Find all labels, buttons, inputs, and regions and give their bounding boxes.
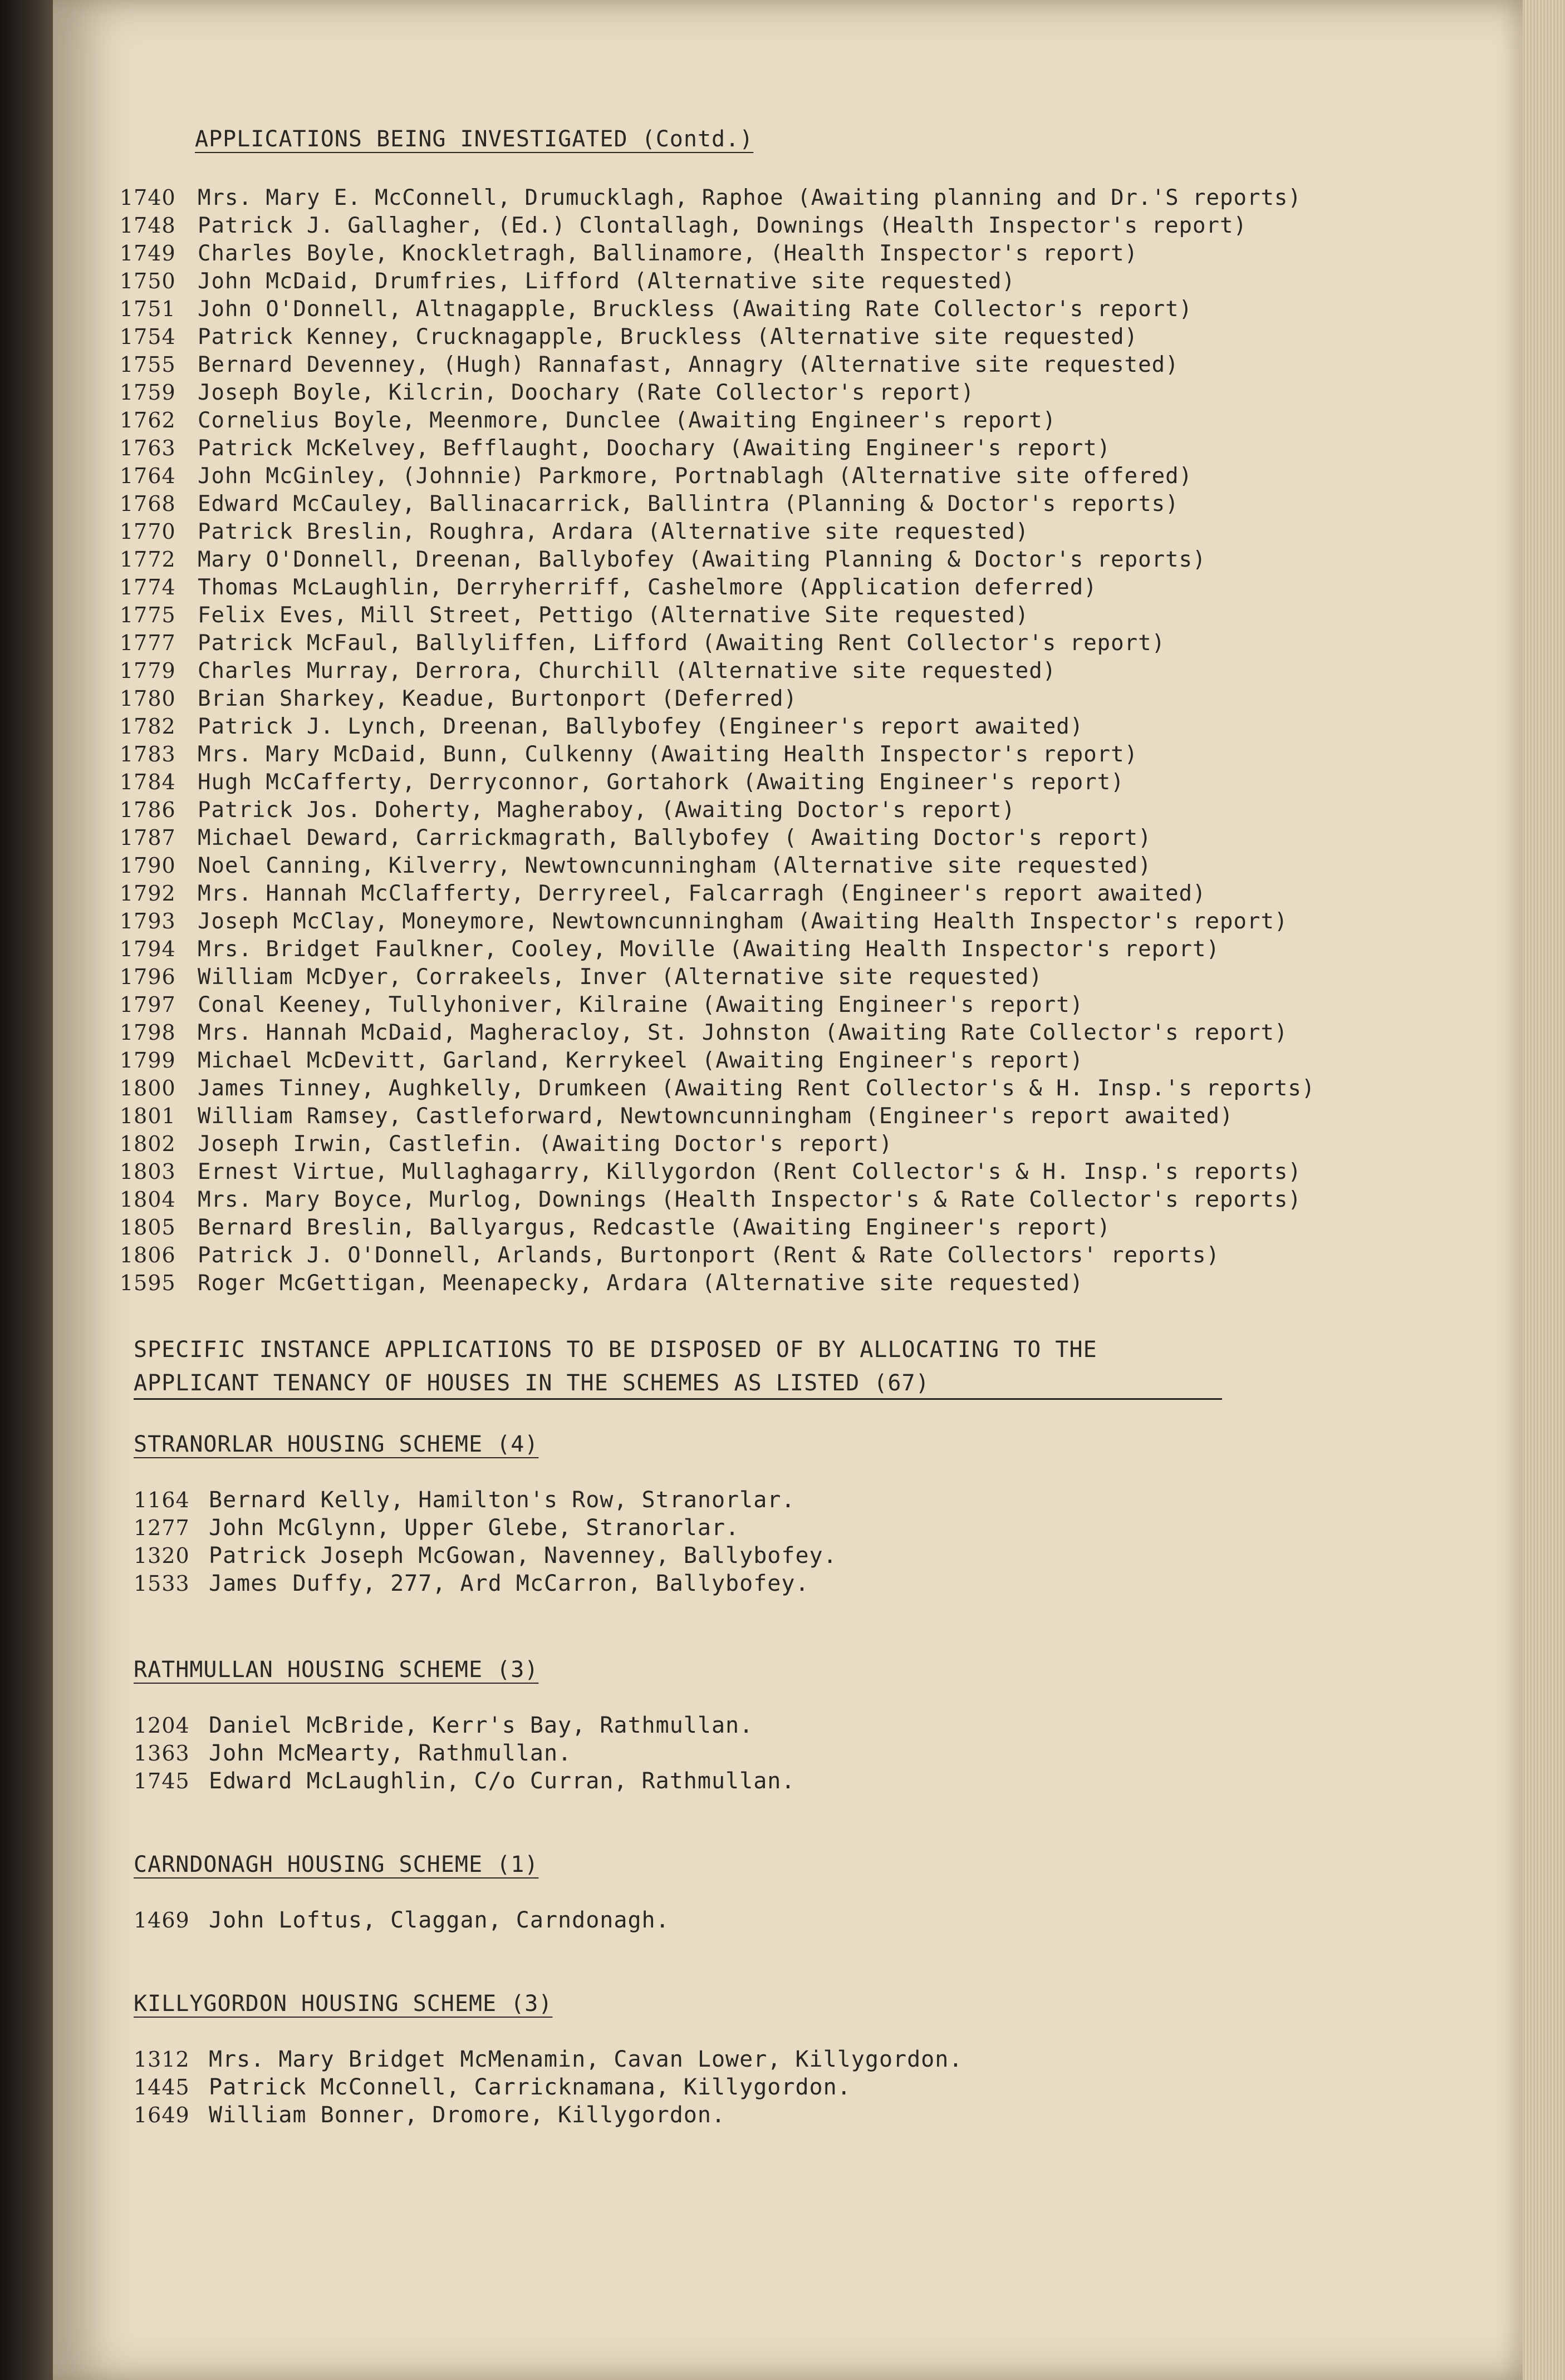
application-number: 1750: [120, 269, 176, 293]
application-details: John Loftus, Claggan, Carndonagh.: [209, 1907, 670, 1933]
scheme-title: CARNDONAGH HOUSING SCHEME (1): [134, 1852, 539, 1877]
application-number: 1164: [134, 1488, 190, 1512]
application-details: Joseph Boyle, Kilcrin, Doochary (Rate Collector's report): [198, 380, 975, 405]
application-details: Patrick McKelvey, Befflaught, Doochary (Awaiting Engineer's report): [198, 436, 1111, 461]
list-item: [120, 378, 1315, 406]
list-item: [134, 1514, 837, 1542]
list-item: [120, 1213, 1315, 1241]
application-details: Mary O'Donnell, Dreenan, Ballybofey (Awaiting Planning & Doctor's reports): [198, 547, 1206, 572]
application-number: 1799: [120, 1048, 176, 1073]
application-details: William Bonner, Dromore, Killygordon.: [209, 2102, 726, 2128]
application-details: Mrs. Hannah McDaid, Magheracloy, St. Johnston (Awaiting Rate Collector's report): [198, 1020, 1288, 1045]
application-number: 1805: [120, 1215, 176, 1240]
scheme-killygordon: [134, 1990, 963, 2129]
application-details: Edward McLaughlin, C/o Curran, Rathmullan.: [209, 1768, 796, 1794]
application-number: 1595: [120, 1271, 176, 1295]
application-details: John McGlynn, Upper Glebe, Stranorlar.: [209, 1515, 740, 1541]
list-item: [120, 518, 1315, 545]
list-item: [120, 879, 1315, 907]
list-item: [120, 545, 1315, 573]
list-item: [120, 740, 1315, 768]
application-number: 1774: [120, 575, 176, 599]
application-number: 1777: [120, 631, 176, 655]
list-item: [120, 267, 1315, 295]
specific-heading-rule: [134, 1398, 1222, 1400]
application-number: 1792: [120, 881, 176, 906]
list-item: [120, 1186, 1315, 1213]
application-number: 1320: [134, 1543, 190, 1568]
application-details: Conal Keeney, Tullyhoniver, Kilraine (Awaiting Engineer's report): [198, 992, 1084, 1017]
list-item: [134, 1906, 670, 1934]
application-details: Hugh McCafferty, Derryconnor, Gortahork (Awaiting Engineer's report): [198, 770, 1125, 795]
application-number: 1649: [134, 2103, 190, 2127]
application-details: Patrick Kenney, Crucknagapple, Bruckless (Alternative site requested): [198, 324, 1139, 350]
application-number: 1796: [120, 965, 176, 989]
application-details: James Duffy, 277, Ard McCarron, Ballybofey.: [209, 1571, 810, 1596]
list-item: [134, 1486, 837, 1514]
application-number: 1748: [120, 213, 176, 238]
list-item: [120, 601, 1315, 629]
application-number: 1801: [120, 1104, 176, 1128]
application-number: 1363: [134, 1741, 190, 1766]
application-number: 1755: [120, 352, 176, 377]
list-item: [120, 935, 1315, 963]
list-item: [120, 796, 1315, 824]
application-details: John McGinley, (Johnnie) Parkmore, Portnablagh (Alternative site offered): [198, 464, 1193, 489]
application-number: 1787: [120, 825, 176, 850]
specific-heading-line2: APPLICANT TENANCY OF HOUSES IN THE SCHEMES AS LISTED (67): [134, 1370, 930, 1396]
application-details: Mrs. Mary McDaid, Bunn, Culkenny (Awaiting Health Inspector's report): [198, 742, 1139, 767]
application-number: 1804: [120, 1187, 176, 1212]
application-details: Cornelius Boyle, Meenmore, Dunclee (Awaiting Engineer's report): [198, 408, 1057, 433]
list-item: [120, 1102, 1315, 1130]
application-details: William McDyer, Corrakeels, Inver (Alternative site requested): [198, 965, 1043, 990]
application-number: 1784: [120, 770, 176, 794]
specific-heading-line1: SPECIFIC INSTANCE APPLICATIONS TO BE DISPOSED OF BY ALLOCATING TO THE: [134, 1337, 1097, 1363]
application-number: 1740: [120, 185, 176, 210]
application-details: Patrick McConnell, Carricknamana, Killygordon.: [209, 2074, 851, 2100]
application-number: 1754: [120, 324, 176, 349]
list-item: [120, 239, 1315, 267]
list-item: [120, 490, 1315, 518]
application-number: 1803: [120, 1159, 176, 1184]
application-details: Thomas McLaughlin, Derryherriff, Cashelmore (Application deferred): [198, 575, 1097, 600]
list-item: [120, 629, 1315, 657]
application-number: 1445: [134, 2075, 190, 2099]
application-details: Brian Sharkey, Keadue, Burtonport (Deferred): [198, 686, 798, 711]
list-item: [120, 1130, 1315, 1158]
list-item: [120, 685, 1315, 712]
application-number: 1533: [134, 1571, 190, 1596]
application-details: Patrick Joseph McGowan, Navenney, Ballybofey.: [209, 1543, 837, 1568]
application-details: Patrick Jos. Doherty, Magheraboy, (Awaiting Doctor's report): [198, 798, 1015, 823]
list-item: [134, 1570, 837, 1597]
application-number: 1775: [120, 603, 176, 627]
list-item: [120, 406, 1315, 434]
scheme-carndonagh: [134, 1851, 670, 1934]
application-number: 1762: [120, 408, 176, 432]
application-details: Felix Eves, Mill Street, Pettigo (Alternative Site requested): [198, 603, 1029, 628]
list-item: [120, 963, 1315, 991]
list-item: [134, 1767, 795, 1795]
application-number: 1745: [134, 1769, 190, 1793]
application-details: Mrs. Mary Bridget McMenamin, Cavan Lower, Killygordon.: [209, 2047, 963, 2072]
application-details: Joseph Irwin, Castlefin. (Awaiting Doctor's report): [198, 1132, 893, 1157]
list-item: [120, 1019, 1315, 1046]
list-item: [120, 1158, 1315, 1186]
scheme-title: RATHMULLAN HOUSING SCHEME (3): [134, 1657, 539, 1683]
scheme-stranorlar: [134, 1430, 837, 1597]
section-heading-investigated: APPLICATIONS BEING INVESTIGATED (Contd.): [195, 126, 754, 152]
application-number: 1751: [120, 297, 176, 321]
list-item: [120, 1074, 1315, 1102]
list-item: [120, 295, 1315, 323]
application-details: Mrs. Hannah McClafferty, Derryreel, Falcarragh (Engineer's report awaited): [198, 881, 1206, 906]
application-number: 1794: [120, 937, 176, 961]
application-number: 1779: [120, 658, 176, 683]
list-item: [120, 1269, 1315, 1297]
list-item: [120, 462, 1315, 490]
application-number: 1763: [120, 436, 176, 460]
application-details: Mrs. Mary Boyce, Murlog, Downings (Health Inspector's & Rate Collector's reports): [198, 1187, 1302, 1212]
application-number: 1780: [120, 686, 176, 711]
application-details: Roger McGettigan, Meenapecky, Ardara (Alternative site requested): [198, 1271, 1084, 1296]
list-item: [134, 1712, 795, 1739]
application-number: 1802: [120, 1132, 176, 1156]
application-number: 1806: [120, 1243, 176, 1267]
list-item: [120, 1046, 1315, 1074]
application-number: 1770: [120, 519, 176, 544]
list-item: [134, 1739, 795, 1767]
application-details: Patrick J. Lynch, Dreenan, Ballybofey (Engineer's report awaited): [198, 714, 1084, 739]
application-details: John McMearty, Rathmullan.: [209, 1740, 572, 1766]
application-details: Patrick Breslin, Roughra, Ardara (Alternative site requested): [198, 519, 1029, 544]
application-number: 1772: [120, 547, 176, 572]
application-number: 1783: [120, 742, 176, 766]
application-number: 1204: [134, 1713, 190, 1738]
list-item: [134, 1542, 837, 1570]
application-number: 1790: [120, 853, 176, 878]
application-number: 1786: [120, 798, 176, 822]
application-number: 1312: [134, 2047, 190, 2072]
application-details: Charles Boyle, Knockletragh, Ballinamore, (Health Inspector's report): [198, 241, 1139, 266]
application-details: James Tinney, Aughkelly, Drumkeen (Awaiting Rent Collector's & H. Insp.'s reports): [198, 1076, 1316, 1101]
application-details: Noel Canning, Kilverry, Newtowncunningham (Alternative site requested): [198, 853, 1152, 878]
application-details: William Ramsey, Castleforward, Newtowncunningham (Engineer's report awaited): [198, 1104, 1234, 1129]
list-item: [120, 824, 1315, 852]
application-number: 1469: [134, 1908, 190, 1932]
application-details: Patrick J. O'Donnell, Arlands, Burtonport (Rent & Rate Collectors' reports): [198, 1243, 1220, 1268]
list-item: [120, 323, 1315, 351]
application-details: Edward McCauley, Ballinacarrick, Ballintra (Planning & Doctor's reports): [198, 491, 1179, 517]
application-details: Bernard Devenney, (Hugh) Rannafast, Annagry (Alternative site requested): [198, 352, 1179, 377]
application-details: Mrs. Mary E. McConnell, Drumucklagh, Raphoe (Awaiting planning and Dr.'S reports): [198, 185, 1302, 210]
list-item: [120, 573, 1315, 601]
application-number: 1797: [120, 992, 176, 1017]
list-item: [120, 657, 1315, 685]
scheme-title: KILLYGORDON HOUSING SCHEME (3): [134, 1991, 553, 2017]
application-number: 1798: [120, 1020, 176, 1045]
page-edges: [1523, 0, 1565, 2380]
application-number: 1759: [120, 380, 176, 405]
scheme-title: STRANORLAR HOUSING SCHEME (4): [134, 1432, 539, 1457]
list-item: [120, 212, 1315, 239]
application-details: Mrs. Bridget Faulkner, Cooley, Moville (Awaiting Health Inspector's report): [198, 937, 1220, 962]
scheme-rathmullan: [134, 1656, 795, 1795]
list-item: [134, 2045, 963, 2073]
list-item: [120, 852, 1315, 879]
list-item: [134, 2101, 963, 2129]
list-item: [120, 184, 1315, 212]
application-details: Michael Deward, Carrickmagrath, Ballybofey ( Awaiting Doctor's report): [198, 825, 1152, 850]
list-item: [120, 991, 1315, 1019]
application-details: Charles Murray, Derrora, Churchill (Alternative site requested): [198, 658, 1057, 683]
list-item: [120, 712, 1315, 740]
application-details: Joseph McClay, Moneymore, Newtowncunningham (Awaiting Health Inspector's report): [198, 909, 1288, 934]
list-item: [120, 768, 1315, 796]
application-details: Michael McDevitt, Garland, Kerrykeel (Awaiting Engineer's report): [198, 1048, 1084, 1073]
application-details: Bernard Breslin, Ballyargus, Redcastle (Awaiting Engineer's report): [198, 1215, 1111, 1240]
application-number: 1800: [120, 1076, 176, 1100]
list-item: [120, 907, 1315, 935]
application-number: 1277: [134, 1516, 190, 1540]
application-details: Patrick McFaul, Ballyliffen, Lifford (Awaiting Rent Collector's report): [198, 631, 1166, 656]
list-item: [120, 351, 1315, 378]
application-details: Bernard Kelly, Hamilton's Row, Stranorlar.: [209, 1487, 796, 1513]
application-details: Ernest Virtue, Mullaghagarry, Killygordon (Rent Collector's & H. Insp.'s reports): [198, 1159, 1302, 1184]
application-details: John McDaid, Drumfries, Lifford (Alternative site requested): [198, 269, 1015, 294]
application-details: Patrick J. Gallagher, (Ed.) Clontallagh, Downings (Health Inspector's report): [198, 213, 1247, 238]
list-item: [120, 434, 1315, 462]
list-item: [134, 2073, 963, 2101]
application-details: Daniel McBride, Kerr's Bay, Rathmullan.: [209, 1713, 754, 1738]
application-details: John O'Donnell, Altnagapple, Bruckless (Awaiting Rate Collector's report): [198, 297, 1193, 322]
application-number: 1793: [120, 909, 176, 933]
application-number: 1749: [120, 241, 176, 265]
list-item: [120, 1241, 1315, 1269]
application-number: 1768: [120, 491, 176, 516]
application-number: 1764: [120, 464, 176, 488]
investigated-list: [120, 184, 1315, 1297]
application-number: 1782: [120, 714, 176, 739]
